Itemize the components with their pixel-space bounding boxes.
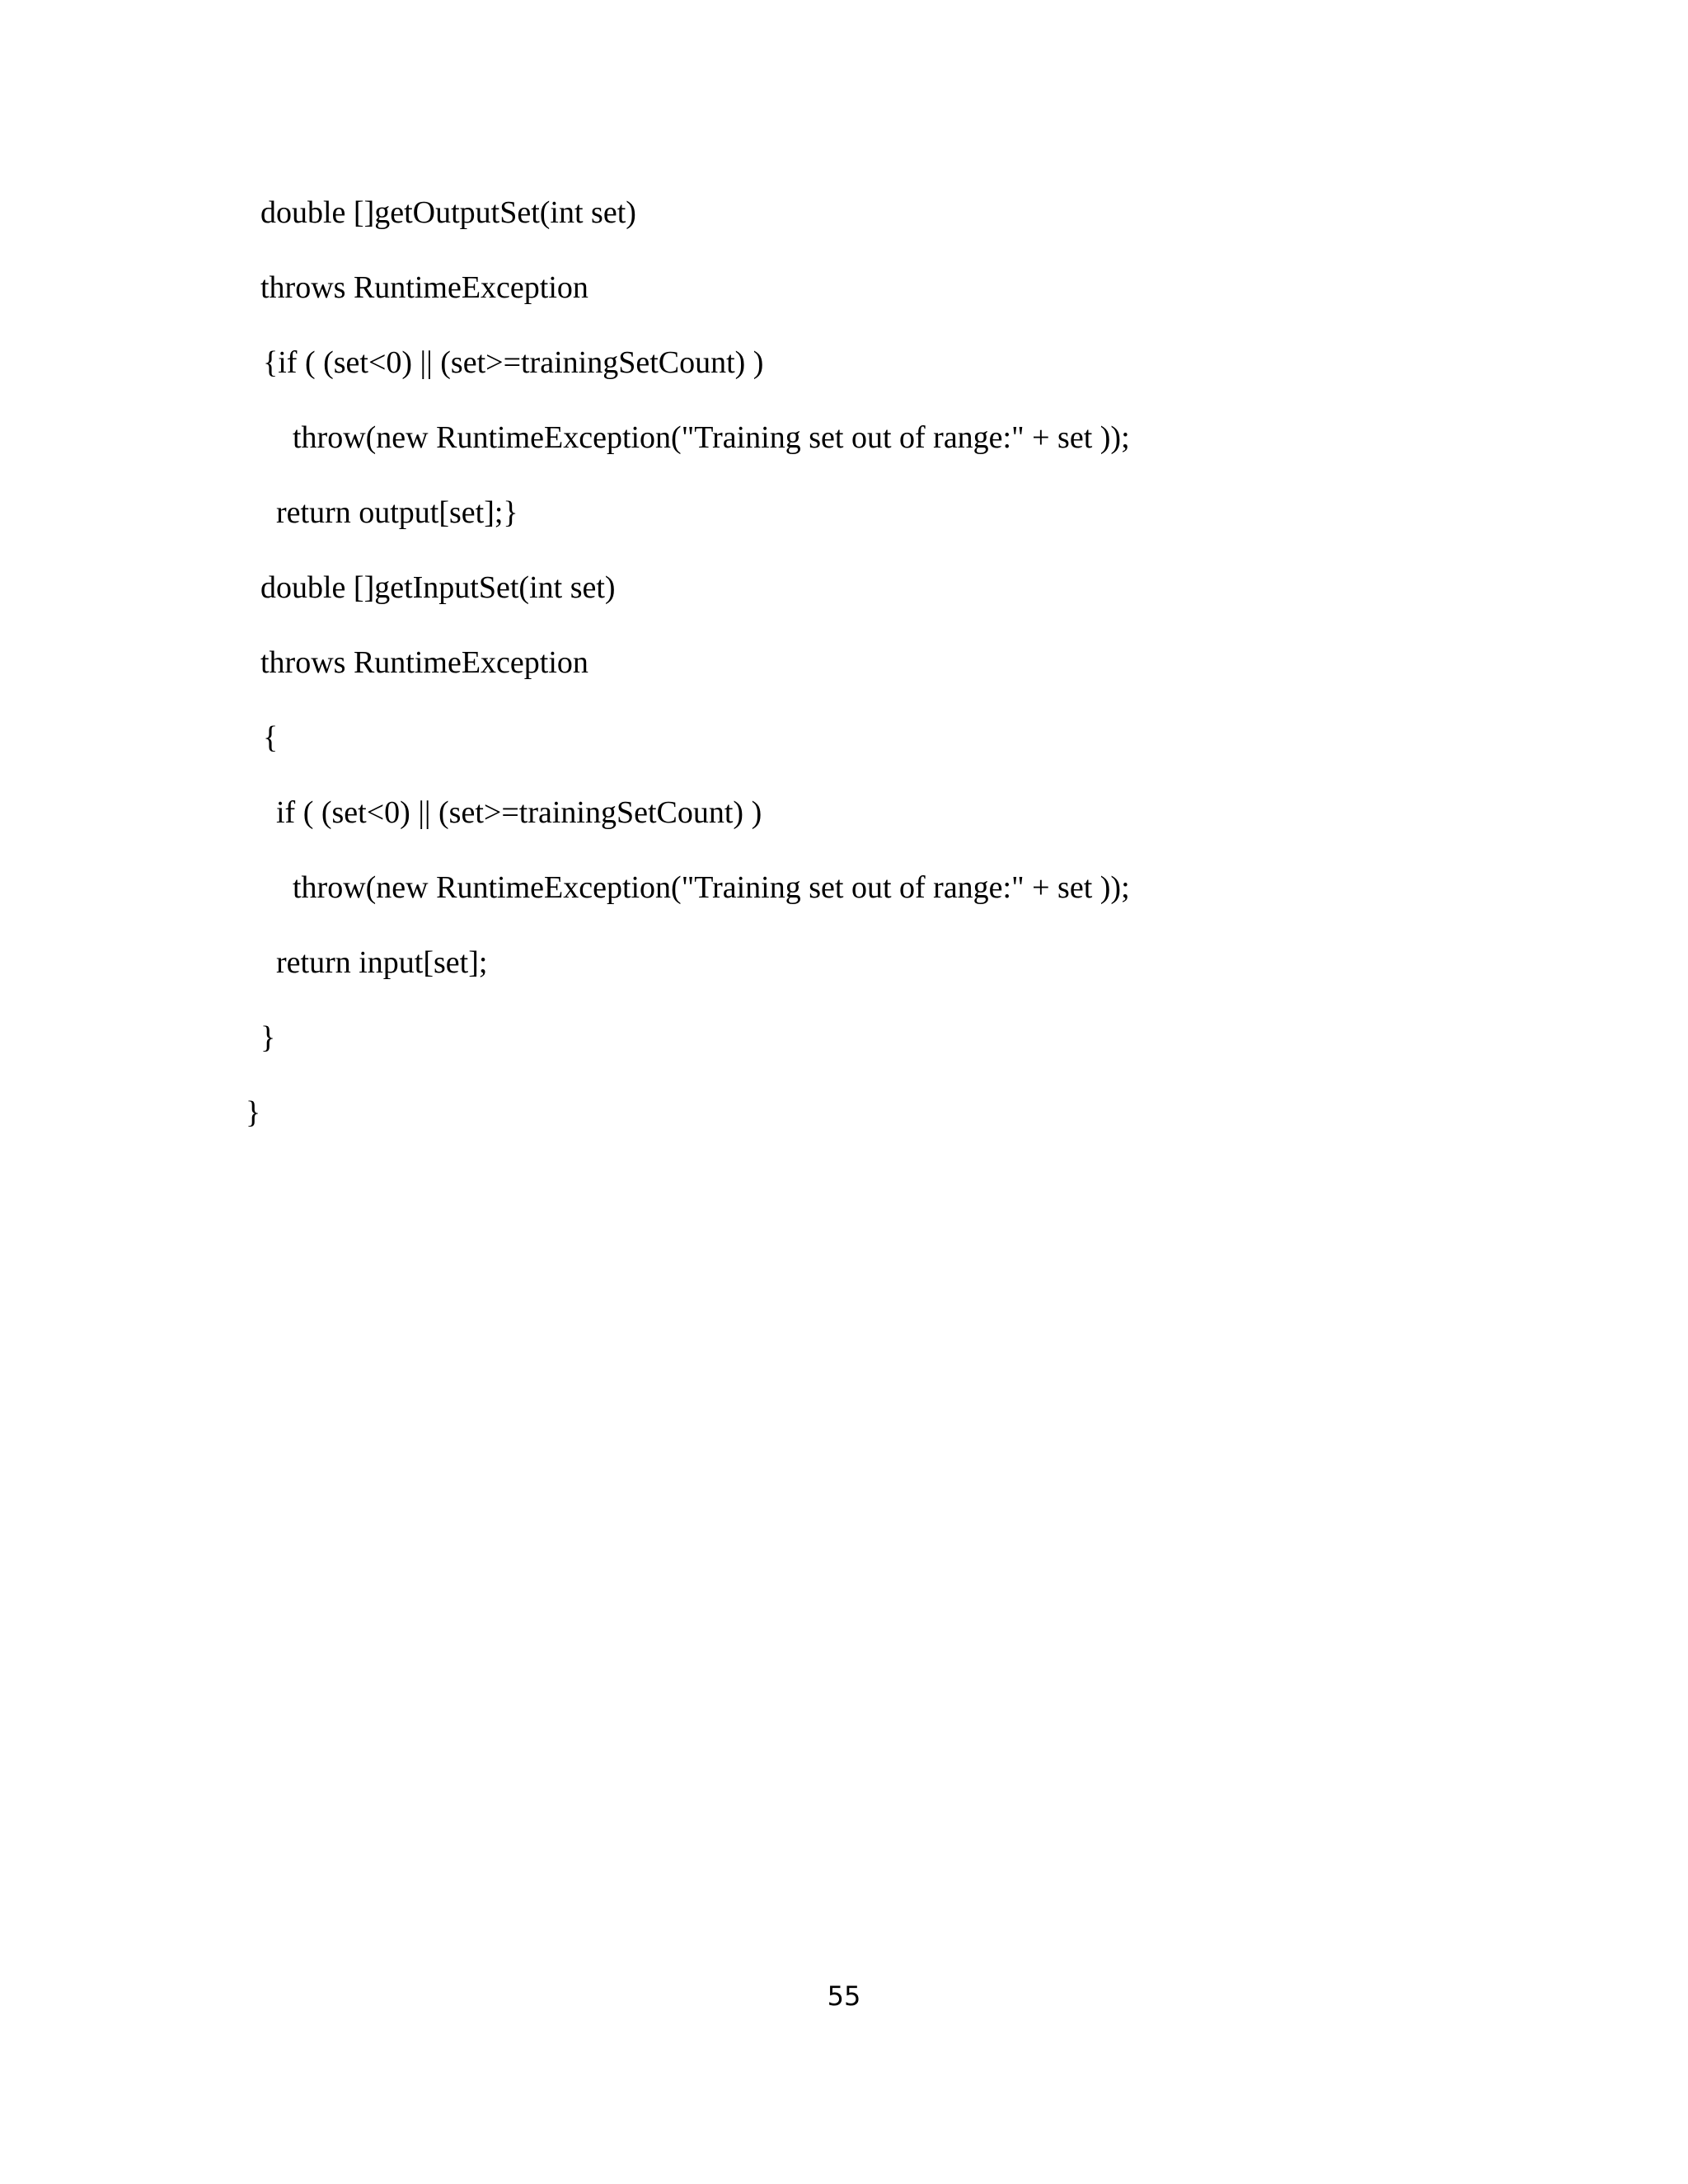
code-line: {if ( (set<0) || (set>=trainingSetCount) ) [263, 345, 764, 380]
code-line: { [263, 720, 279, 755]
code-line: throws RuntimeException [260, 645, 588, 680]
code-line: return input[set]; [276, 945, 488, 980]
code-line: } [260, 1020, 276, 1055]
code-line: throw(new RuntimeException("Training set out of range:" + set )); [293, 870, 1130, 905]
code-line: return output[set];} [276, 495, 518, 530]
code-line: double []getInputSet(int set) [260, 570, 616, 605]
page-number: 55 [827, 1980, 861, 2012]
code-line: double []getOutputSet(int set) [260, 195, 636, 230]
code-line: if ( (set<0) || (set>=trainingSetCount) ) [276, 795, 762, 830]
code-line: throw(new RuntimeException("Training set out of range:" + set )); [293, 420, 1130, 455]
code-line: throws RuntimeException [260, 270, 588, 305]
code-line: } [246, 1095, 261, 1130]
